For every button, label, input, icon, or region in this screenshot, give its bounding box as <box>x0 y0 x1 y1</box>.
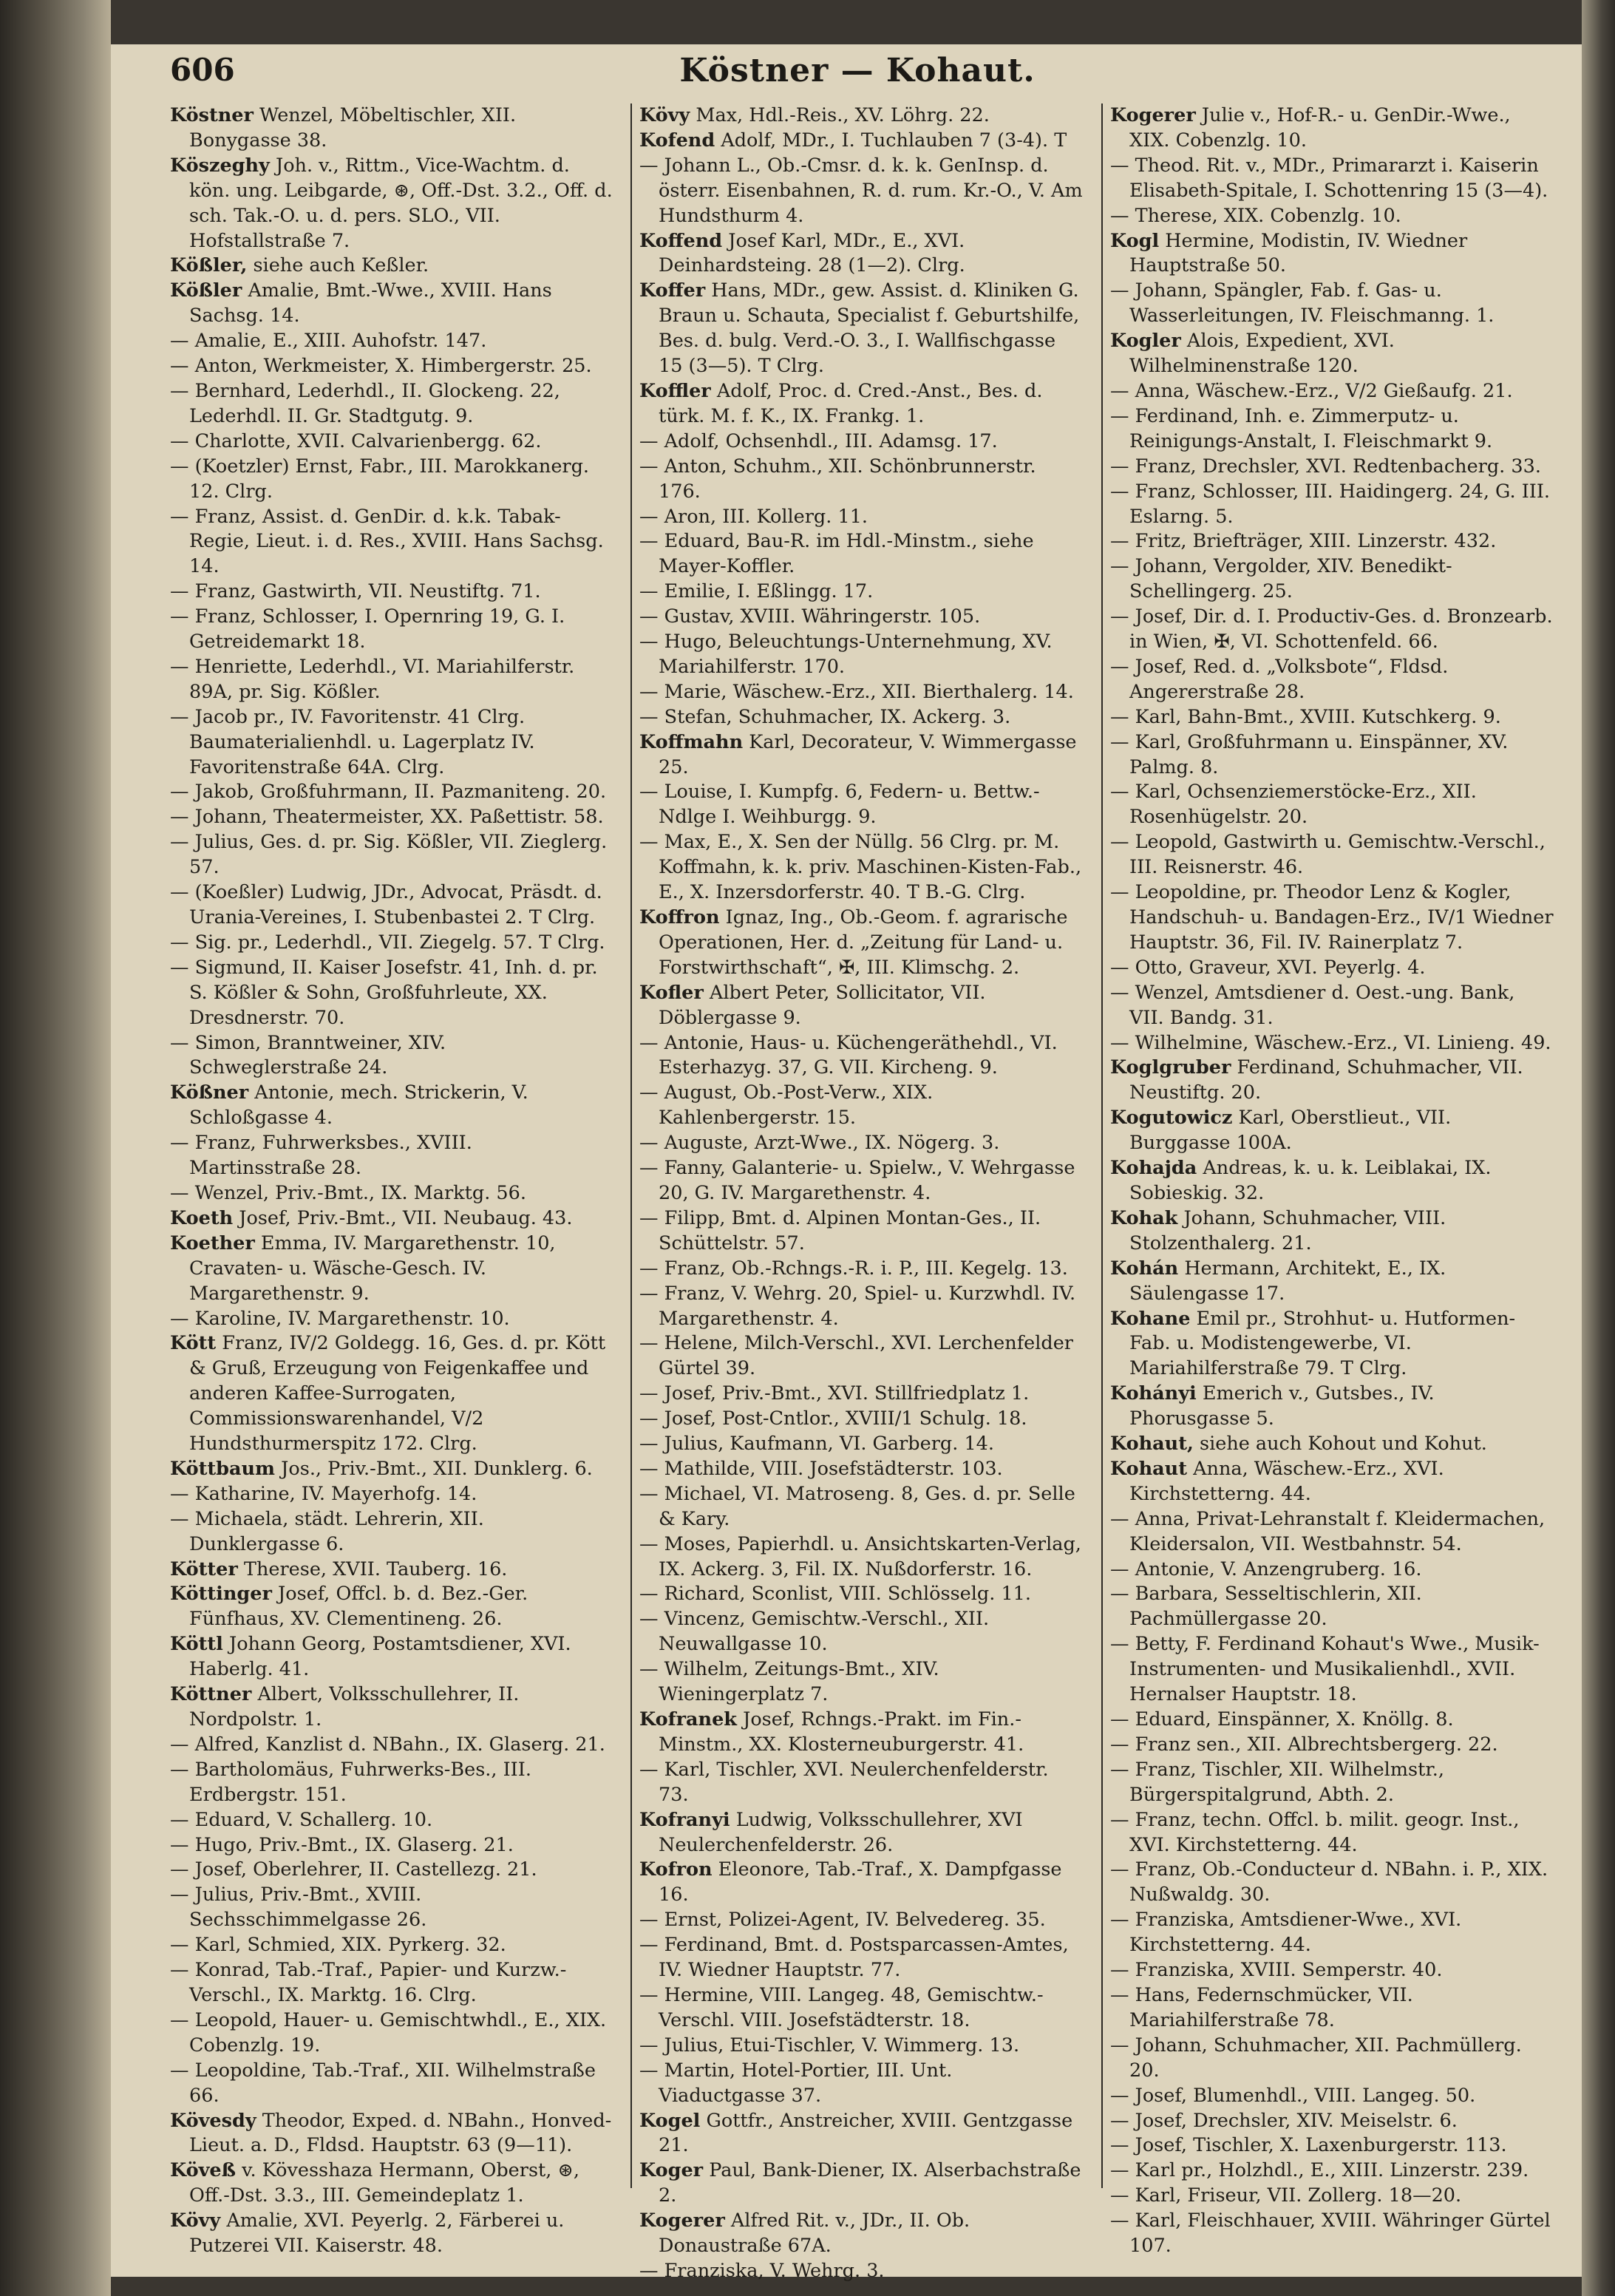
directory-entry: Kößner Antonie, mech. Strickerin, V. Schloßgasse 4. <box>170 1081 528 1130</box>
directory-entry: — Josef, Drechsler, XIV. Meiselstr. 6. <box>1110 2109 1458 2132</box>
directory-entry: — Fanny, Galanterie- u. Spielw., V. Wehrgasse 20, G. IV. Margarethenstr. 4. <box>639 1157 1075 1204</box>
directory-entry: — Mathilde, VIII. Josefstädterstr. 103. <box>639 1457 1003 1480</box>
directory-entry: Köttbaum Jos., Priv.-Bmt., XII. Dunklerg. 6. <box>170 1457 593 1480</box>
directory-entry: Kohak Johann, Schuhmacher, VIII. Stolzenthalerg. 21. <box>1110 1206 1446 1254</box>
directory-entry: Kötter Therese, XVII. Tauberg. 16. <box>170 1558 508 1580</box>
directory-entry: — Anton, Werkmeister, X. Himbergerstr. 25. <box>170 355 592 378</box>
directory-entry: — Julius, Priv.-Bmt., XVIII. Sechsschimmelgasse 26. <box>170 1884 427 1932</box>
directory-entry: — Emilie, I. Eßlingg. 17. <box>639 580 874 603</box>
directory-entry: — (Koetzler) Ernst, Fabr., III. Marokkanerg. 12. Clrg. <box>170 455 590 503</box>
directory-entry: — Louise, I. Kumpfg. 6, Federn- u. Bettw.-Ndlge I. Weihburgg. 9. <box>639 781 1040 829</box>
directory-entry: — Franziska, Amtsdiener-Wwe., XVI. Kirchstetterng. 44. <box>1110 1909 1462 1957</box>
directory-entry: Kogler Alois, Expedient, XVI. Wilhelminenstraße 120. <box>1110 330 1395 378</box>
directory-entry: — Josef, Oberlehrer, II. Castellezg. 21. <box>170 1858 537 1881</box>
book-spine-shadow <box>0 0 111 2296</box>
directory-entry: — Karl, Großfuhrmann u. Einspänner, XV. Palmg. 8. <box>1110 730 1509 778</box>
directory-entry: — Charlotte, XVII. Calvarienbergg. 62. <box>170 429 542 452</box>
directory-entry: — Bernhard, Lederhdl., II. Glockeng. 22, Lederhdl. II. Gr. Stadtgutg. 9. <box>170 379 560 427</box>
directory-entry: Köstner Wenzel, Möbeltischler, XII. Bonygasse 38. <box>170 104 517 152</box>
directory-entry: — Franz, Tischler, XII. Wilhelmstr., Bürgerspitalgrund, Abth. 2. <box>1110 1758 1444 1806</box>
directory-entry: — Ferdinand, Bmt. d. Postsparcassen-Amtes, IV. Wiedner Hauptstr. 77. <box>639 1934 1069 1982</box>
directory-entry: — Julius, Ges. d. pr. Sig. Kößler, VII. Zieglerg. 57. <box>170 831 608 879</box>
directory-entry: — Jacob pr., IV. Favoritenstr. 41 Clrg. Baumaterialienhdl. u. Lagerplatz IV. Favoritenstraße 64A. Clrg. <box>170 705 535 778</box>
column-rule <box>630 103 632 2188</box>
directory-entry: — Franz, Ob.-Rchngs.-R. i. P., III. Kegelg. 13. <box>639 1257 1068 1280</box>
directory-entry: — Johann, Spängler, Fab. f. Gas- u. Wasserleitungen, IV. Fleischmanng. 1. <box>1110 279 1495 327</box>
directory-entry: Köttner Albert, Volksschullehrer, II. Nordpolstr. 1. <box>170 1683 520 1731</box>
directory-entry: Kohán Hermann, Architekt, E., IX. Säulengasse 17. <box>1110 1257 1446 1305</box>
directory-entry: Köveß v. Kövesshaza Hermann, Oberst, ⊛, Off.-Dst. 3.3., III. Gemeindeplatz 1. <box>170 2159 579 2207</box>
directory-entry: Kofron Eleonore, Tab.-Traf., X. Dampfgasse 16. <box>639 1858 1062 1906</box>
directory-entry: Kogerer Julie v., Hof-R.- u. GenDir.-Wwe., XIX. Cobenzlg. 10. <box>1110 104 1511 152</box>
page-number: 606 <box>170 52 235 88</box>
directory-entry: — Leopold, Hauer- u. Gemischtwhdl., E., XIX. Cobenzlg. 19. <box>170 2008 607 2056</box>
directory-entry: — Franz, Fuhrwerksbes., XVIII. Martinsstraße 28. <box>170 1132 472 1180</box>
directory-entry: — Katharine, IV. Mayerhofg. 14. <box>170 1482 477 1505</box>
directory-entry: — Adolf, Ochsenhdl., III. Adamsg. 17. <box>639 429 998 452</box>
directory-entry: — Julius, Kaufmann, VI. Garberg. 14. <box>639 1433 994 1456</box>
directory-entry: Koger Paul, Bank-Diener, IX. Alserbachstraße 2. <box>639 2159 1081 2207</box>
directory-entry: — Ferdinand, Inh. e. Zimmerputz- u. Reinigungs-Anstalt, I. Fleischmarkt 9. <box>1110 404 1493 452</box>
directory-entry: — Simon, Branntweiner, XIV. Schweglerstraße 24. <box>170 1031 446 1079</box>
directory-entry: Köszeghy Joh. v., Rittm., Vice-Wachtm. d. kön. ung. Leibgarde, ⊛, Off.-Dst. 3.2., Off. d. sch. Tak.-O. u. d. pers. SLO., VII. Hofstallstraße 7. <box>170 154 613 252</box>
directory-entry: — Hermine, VIII. Langeg. 48, Gemischtw.-Verschl. VIII. Josefstädterstr. 18. <box>639 1983 1044 2031</box>
directory-entry: — Karl, Schmied, XIX. Pyrkerg. 32. <box>170 1934 506 1957</box>
directory-entry: — Franz sen., XII. Albrechtsbergerg. 22. <box>1110 1733 1498 1756</box>
directory-entry: — Franz, Drechsler, XVI. Redtenbacherg. 33. <box>1110 455 1541 478</box>
directory-entry: — Johann, Theatermeister, XX. Paßettistr. 58. <box>170 806 604 829</box>
directory-entry: Kohajda Andreas, k. u. k. Leiblakai, IX. Sobieskig. 32. <box>1110 1157 1492 1204</box>
directory-entry: Kövesdy Theodor, Exped. d. NBahn., Honved-Lieut. a. D., Fldsd. Hauptstr. 63 (9—11). <box>170 2109 612 2157</box>
directory-entry: Kogerer Alfred Rit. v., JDr., II. Ob. Donaustraße 67A. <box>639 2210 970 2258</box>
directory-entry: Kofler Albert Peter, Sollicitator, VII. Döblergasse 9. <box>639 981 986 1029</box>
directory-entry: — Betty, F. Ferdinand Kohaut's Wwe., Musik-Instrumenten- und Musikalienhdl., XVII. Hernalser Hauptstr. 18. <box>1110 1633 1540 1706</box>
directory-entry: Kogutowicz Karl, Oberstlieut., VII. Burggasse 100A. <box>1110 1107 1452 1155</box>
directory-entry: — Bartholomäus, Fuhrwerks-Bes., III. Erdbergstr. 151. <box>170 1758 531 1806</box>
directory-entry: Kofranek Josef, Rchngs.-Prakt. im Fin.-Minstm., XX. Klosterneuburgerstr. 41. <box>639 1708 1024 1756</box>
page-edge-shadow <box>1582 0 1615 2296</box>
directory-entry: — Moses, Papierhdl. u. Ansichtskarten-Verlag, IX. Ackerg. 3, Fil. IX. Nußdorferstr. 16. <box>639 1532 1081 1580</box>
directory-entry: — Gustav, XVIII. Währingerstr. 105. <box>639 605 981 628</box>
directory-entry: — Julius, Etui-Tischler, V. Wimmerg. 13. <box>639 2034 1020 2056</box>
directory-entry: — (Koeßler) Ludwig, JDr., Advocat, Präsdt. d. Urania-Vereines, I. Stubenbastei 2. T Clrg. <box>170 881 602 928</box>
directory-entry: — Otto, Graveur, XVI. Peyerlg. 4. <box>1110 956 1426 979</box>
directory-entry: — Wilhelmine, Wäschew.-Erz., VI. Linieng. 49. <box>1110 1031 1551 1054</box>
directory-entry: Kohányi Emerich v., Gutsbes., IV. Phorusgasse 5. <box>1110 1382 1435 1430</box>
directory-entry: — Sigmund, II. Kaiser Josefstr. 41, Inh. d. pr. S. Kößler & Sohn, Großfuhrleute, XX. Dresdnerstr. 70. <box>170 956 598 1029</box>
directory-entry: — Johann L., Ob.-Cmsr. d. k. k. GenInsp. d. österr. Eisenbahnen, R. d. rum. Kr.-O., V. Am Hundsthurm 4. <box>639 154 1083 227</box>
directory-entry: Koffler Adolf, Proc. d. Cred.-Anst., Bes. d. türk. M. f. K., IX. Frankg. 1. <box>639 379 1043 427</box>
directory-entry: Koffend Josef Karl, MDr., E., XVI. Deinhardsteing. 28 (1—2). Clrg. <box>639 229 965 277</box>
directory-entry: — Josef, Priv.-Bmt., XVI. Stillfriedplatz 1. <box>639 1382 1030 1405</box>
directory-entry: — August, Ob.-Post-Verw., XIX. Kahlenbergerstr. 15. <box>639 1081 934 1130</box>
directory-entry: — Michaela, städt. Lehrerin, XII. Dunklergasse 6. <box>170 1507 484 1555</box>
directory-entry: Köttl Johann Georg, Postamtsdiener, XVI. Haberlg. 41. <box>170 1633 571 1681</box>
directory-entry: — Johann, Vergolder, XIV. Benedikt-Schellingerg. 25. <box>1110 555 1452 603</box>
directory-entry: — Karl pr., Holzhdl., E., XIII. Linzerstr. 239. <box>1110 2159 1529 2182</box>
directory-entry: — Barbara, Sesseltischlerin, XII. Pachmüllergasse 20. <box>1110 1583 1422 1631</box>
directory-entry: Köttinger Josef, Offcl. b. d. Bez.-Ger. Fünfhaus, XV. Clementineng. 26. <box>170 1583 528 1631</box>
directory-entry: — Franziska, V. Wehrg. 3. <box>639 2259 885 2282</box>
directory-entry: Kohane Emil pr., Strohhut- u. Hutformen-Fab. u. Modistengewerbe, VI. Mariahilferstraße 79. T Clrg. <box>1110 1307 1516 1380</box>
page-header <box>170 52 1545 103</box>
directory-entry: — Karl, Friseur, VII. Zollerg. 18—20. <box>1110 2184 1462 2207</box>
directory-entry: — Michael, VI. Matroseng. 8, Ges. d. pr. Selle & Kary. <box>639 1482 1075 1530</box>
directory-entry: — Franziska, XVIII. Semperstr. 40. <box>1110 1959 1443 1982</box>
directory-entry: Kövy Max, Hdl.-Reis., XV. Löhrg. 22. <box>639 104 990 126</box>
directory-entry: — Hugo, Priv.-Bmt., IX. Glaserg. 21. <box>170 1833 514 1856</box>
directory-entry: — Alfred, Kanzlist d. NBahn., IX. Glaserg. 21. <box>170 1733 605 1756</box>
directory-entry: Koether Emma, IV. Margarethenstr. 10, Cravaten- u. Wäsche-Gesch. IV. Margarethenstr. 9. <box>170 1232 556 1305</box>
directory-entry: — Stefan, Schuhmacher, IX. Ackerg. 3. <box>639 705 1011 728</box>
directory-entry: — Josef, Red. d. „Volksbote“, Fldsd. Angererstraße 28. <box>1110 655 1449 703</box>
directory-entry: Kofend Adolf, MDr., I. Tuchlauben 7 (3-4). T <box>639 129 1067 152</box>
directory-entry: — Eduard, Bau-R. im Hdl.-Minstm., siehe Mayer-Koffler. <box>639 530 1034 578</box>
directory-entry: — Henriette, Lederhdl., VI. Mariahilferstr. 89A, pr. Sig. Kößler. <box>170 655 575 703</box>
directory-entry: — Franz, Gastwirth, VII. Neustiftg. 71. <box>170 580 541 603</box>
directory-entry: Kött Franz, IV/2 Goldegg. 16, Ges. d. pr. Kött & Gruß, Erzeugung von Feigenkaffee und anderen Kaffee-Surrogaten, Commissionswarenhandel, V/2 Hundsthurmerspitz 172. Clrg. <box>170 1332 606 1456</box>
directory-entry: — Franz, Schlosser, I. Opernring 19, G. I. Getreidemarkt 18. <box>170 605 565 653</box>
directory-entry: Koffmahn Karl, Decorateur, V. Wimmergasse 25. <box>639 730 1077 778</box>
directory-entry: — Franz, Schlosser, III. Haidingerg. 24, G. III. Eslarng. 5. <box>1110 480 1551 528</box>
directory-entry: — Josef, Tischler, X. Laxenburgerstr. 113. <box>1110 2134 1507 2157</box>
directory-entry: Kogel Gottfr., Anstreicher, XVIII. Gentzgasse 21. <box>639 2109 1073 2157</box>
directory-entry: Koffron Ignaz, Ing., Ob.-Geom. f. agrarische Operationen, Her. d. „Zeitung für Land- u. Forstwirthschaft“, ✠, III. Klimschg. 2. <box>639 906 1068 979</box>
directory-entry: — Wenzel, Amtsdiener d. Oest.-ung. Bank, VII. Bandg. 31. <box>1110 981 1515 1029</box>
directory-entry: Koglgruber Ferdinand, Schuhmacher, VII. Neustiftg. 20. <box>1110 1056 1523 1104</box>
directory-entry: — Antonie, V. Anzengruberg. 16. <box>1110 1558 1422 1580</box>
directory-entry: — Anna, Wäschew.-Erz., V/2 Gießaufg. 21. <box>1110 379 1513 402</box>
directory-entry: — Hans, Federnschmücker, VII. Mariahilferstraße 78. <box>1110 1983 1413 2031</box>
directory-entry: — Anna, Privat-Lehranstalt f. Kleidermachen, Kleidersalon, VII. Westbahnstr. 54. <box>1110 1507 1546 1555</box>
directory-entry: — Josef, Dir. d. I. Productiv-Ges. d. Bronzearb. in Wien, ✠, VI. Schottenfeld. 66. <box>1110 605 1553 653</box>
directory-entry: — Franz, Assist. d. GenDir. d. k.k. Tabak-Regie, Lieut. i. d. Res., XVIII. Hans Sachsg. 14. <box>170 505 604 578</box>
directory-entry: — Auguste, Arzt-Wwe., IX. Nögerg. 3. <box>639 1132 1000 1155</box>
directory-entry: Kövy Amalie, XVI. Peyerlg. 2, Färberei u. Putzerei VII. Kaiserstr. 48. <box>170 2210 565 2258</box>
directory-entry: — Karl, Tischler, XVI. Neulerchenfelderstr. 73. <box>639 1758 1049 1806</box>
directory-entry: — Aron, III. Kollerg. 11. <box>639 505 868 528</box>
directory-entry: — Leopoldine, Tab.-Traf., XII. Wilhelmstraße 66. <box>170 2059 596 2107</box>
directory-entry: — Amalie, E., XIII. Auhofstr. 147. <box>170 330 487 353</box>
column-3 <box>1110 103 1554 2258</box>
directory-entry: Kößler Amalie, Bmt.-Wwe., XVIII. Hans Sachsg. 14. <box>170 279 552 327</box>
directory-entry: — Karl, Bahn-Bmt., XVIII. Kutschkerg. 9. <box>1110 705 1501 728</box>
directory-entry: — Franz, V. Wehrg. 20, Spiel- u. Kurzwhdl. IV. Margarethenstr. 4. <box>639 1282 1076 1330</box>
directory-entry: — Filipp, Bmt. d. Alpinen Montan-Ges., II. Schüttelstr. 57. <box>639 1206 1041 1254</box>
directory-entry: — Karl, Ochsenziemerstöcke-Erz., XII. Rosenhügelstr. 20. <box>1110 781 1477 829</box>
column-2 <box>639 103 1083 2282</box>
directory-entry: — Theod. Rit. v., MDr., Primararzt i. Kaiserin Elisabeth-Spitale, I. Schottenring 15 (3—4). <box>1110 154 1548 202</box>
directory-entry: — Josef, Blumenhdl., VIII. Langeg. 50. <box>1110 2084 1476 2107</box>
directory-entry: — Leopold, Gastwirth u. Gemischtw.-Verschl., III. Reisnerstr. 46. <box>1110 831 1546 879</box>
directory-entry: — Fritz, Briefträger, XIII. Linzerstr. 432. <box>1110 530 1497 553</box>
directory-entry: — Max, E., X. Sen der Nüllg. 56 Clrg. pr. M. Koffmahn, k. k. priv. Maschinen-Kisten-Fab., E., X. Inzersdorferstr. 40. T B.-G. Clrg. <box>639 831 1082 904</box>
directory-entry: — Wenzel, Priv.-Bmt., IX. Marktg. 56. <box>170 1181 526 1204</box>
directory-entry: — Konrad, Tab.-Traf., Papier- und Kurzw.-Verschl., IX. Marktg. 16. Clrg. <box>170 1959 567 2006</box>
directory-entry: Koeth Josef, Priv.-Bmt., VII. Neubaug. 43. <box>170 1206 573 1229</box>
directory-entry: — Eduard, Einspänner, X. Knöllg. 8. <box>1110 1708 1454 1731</box>
directory-entry: — Therese, XIX. Cobenzlg. 10. <box>1110 204 1401 227</box>
directory-entry: Kogl Hermine, Modistin, IV. Wiedner Hauptstraße 50. <box>1110 229 1468 277</box>
directory-entry: Koffer Hans, MDr., gew. Assist. d. Kliniken G. Braun u. Schauta, Specialist f. Geburtshilfe, Bes. d. bulg. Verd.-O. 3., I. Wallfischgasse 15 (3—5). T Clrg. <box>639 279 1080 378</box>
directory-entry: — Franz, Ob.-Conducteur d. NBahn. i. P., XIX. Nußwaldg. 30. <box>1110 1858 1548 1906</box>
directory-entry: — Anton, Schuhm., XII. Schönbrunnerstr. 176. <box>639 455 1036 503</box>
directory-entry: — Karoline, IV. Margarethenstr. 10. <box>170 1307 510 1330</box>
directory-entry: Kofranyi Ludwig, Volksschullehrer, XVI Neulerchenfelderstr. 26. <box>639 1808 1023 1856</box>
column-rule <box>1101 103 1103 2188</box>
column-1 <box>170 103 613 2258</box>
directory-entry: — Helene, Milch-Verschl., XVI. Lerchenfelder Gürtel 39. <box>639 1332 1073 1380</box>
directory-entry: — Jakob, Großfuhrmann, II. Pazmaniteng. 20. <box>170 781 607 804</box>
directory-entry: — Hugo, Beleuchtungs-Unternehmung, XV. Mariahilferstr. 170. <box>639 631 1053 678</box>
directory-entry: — Franz, techn. Offcl. b. milit. geogr. Inst., XVI. Kirchstetterng. 44. <box>1110 1808 1520 1856</box>
directory-entry: — Martin, Hotel-Portier, III. Unt. Viaductgasse 37. <box>639 2059 953 2107</box>
directory-entry: Kößler, siehe auch Keßler. <box>170 254 429 277</box>
directory-entry: Kohaut Anna, Wäschew.-Erz., XVI. Kirchstetterng. 44. <box>1110 1457 1444 1505</box>
directory-entry: Kohaut, siehe auch Kohout und Kohut. <box>1110 1433 1487 1456</box>
directory-entry: — Marie, Wäschew.-Erz., XII. Bierthalerg. 14. <box>639 680 1074 703</box>
directory-entry: — Vincenz, Gemischtw.-Verschl., XII. Neuwallgasse 10. <box>639 1608 990 1656</box>
directory-entry: — Josef, Post-Cntlor., XVIII/1 Schulg. 18. <box>639 1407 1027 1430</box>
directory-entry: — Wilhelm, Zeitungs-Bmt., XIV. Wieningerplatz 7. <box>639 1658 939 1706</box>
directory-entry: — Eduard, V. Schallerg. 10. <box>170 1808 433 1831</box>
page-title: Köstner — Kohaut. <box>679 52 1036 89</box>
directory-entry: — Richard, Sconlist, VIII. Schlösselg. 11. <box>639 1583 1032 1606</box>
directory-entry: — Leopoldine, pr. Theodor Lenz & Kogler, Handschuh- u. Bandagen-Erz., IV/1 Wiedner Hauptstr. 36, Fil. IV. Rainerplatz 7. <box>1110 881 1554 954</box>
directory-entry: — Karl, Fleischhauer, XVIII. Währinger Gürtel 107. <box>1110 2210 1551 2258</box>
directory-entry: — Johann, Schuhmacher, XII. Pachmüllerg. 20. <box>1110 2034 1522 2082</box>
directory-entry: — Antonie, Haus- u. Küchengeräthehdl., VI. Esterhazyg. 37, G. VII. Kircheng. 9. <box>639 1031 1058 1079</box>
directory-entry: — Ernst, Polizei-Agent, IV. Belvedereg. 35. <box>639 1909 1046 1932</box>
directory-entry: — Sig. pr., Lederhdl., VII. Ziegelg. 57. T Clrg. <box>170 931 605 954</box>
